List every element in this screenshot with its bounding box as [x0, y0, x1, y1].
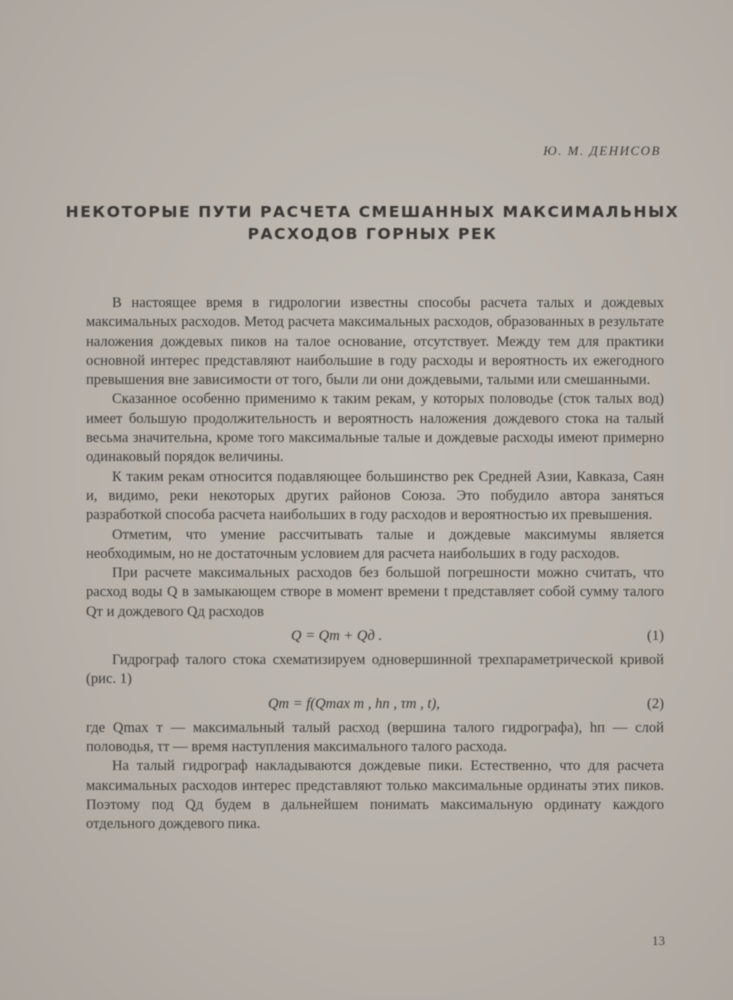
title-line-2: РАСХОДОВ ГОРНЫХ РЕК — [247, 225, 498, 243]
paragraph: На талый гидрограф накладываются дождевые пики. Естественно, что для расчета максимальных расходов интерес представляют только максимальные ординаты этих пиков. Поэтому под Qд будем в дальнейшем понимать максимальную ординату каждого отдельного дождевого пика. — [86, 758, 664, 833]
formula-expression: Q = Qт + Qд . — [291, 628, 383, 645]
title-line-1: НЕКОТОРЫЕ ПУТИ РАСЧЕТА СМЕШАННЫХ МАКСИМАЛЬНЫХ — [65, 203, 680, 221]
paragraph: где Qmax т — максимальный талый расход (вершина талого гидрографа), hп — слой половодья, τт — время наступления максимального талого расхода. — [86, 719, 664, 755]
formula-1 — [86, 624, 664, 649]
paragraph: Гидрограф талого стока схематизируем одновершинной трехпараметрической кривой (рис. 1) — [86, 652, 664, 688]
article-title — [40, 201, 705, 245]
paragraph: При расчете максимальных расходов без большой погрешности можно считать, что расход воды Q в замыкающем створе в момент времени t представляет собой сумму талого Qт и дождевого Qд расходов — [86, 565, 664, 620]
author-name: Ю. М. ДЕНИСОВ — [543, 143, 661, 158]
formula-number: (1) — [646, 628, 664, 645]
paragraph: Сказанное особенно применимо к таким рекам, у которых половодье (сток талых вод) имеет большую продолжительность и вероятность наложения дождевого стока на талый весьма значительна, кроме того максимальные талые и дождевые расходы имеют примерно одинаковый порядок величины. — [86, 391, 664, 466]
article-body — [86, 294, 664, 834]
page-number: 13 — [652, 933, 665, 948]
formula-expression: Qт = f(Qmax т , hп , τт , t), — [268, 695, 440, 712]
paragraph: К таким рекам относится подавляющее большинство рек Средней Азии, Кавказа, Саян и, видимо, реки некоторых других районов Союза. Это побудило автора заняться разработкой способа расчета наибольших в году расходов и вероятностью их превышения. — [86, 468, 664, 524]
paragraph: Отметим, что умение рассчитывать талые и дождевые максимумы является необходимым, но не достаточным условием для расчета наибольших в году расходов. — [86, 526, 664, 562]
formula-number: (2) — [646, 695, 664, 712]
formula-2 — [86, 692, 664, 717]
paragraph: В настоящее время в гидрологии известны способы расчета талых и дождевых максимальных расходов. Метод расчета максимальных расходов, образованных в результате наложения дождевых пиков на талое основание, отсутствует. Между тем для практики основной интерес представляют наибольшие в году расходы и вероятность их ежегодного превышения вне зависимости от того, были ли они дождевыми, талыми или смешанными. — [86, 295, 664, 389]
